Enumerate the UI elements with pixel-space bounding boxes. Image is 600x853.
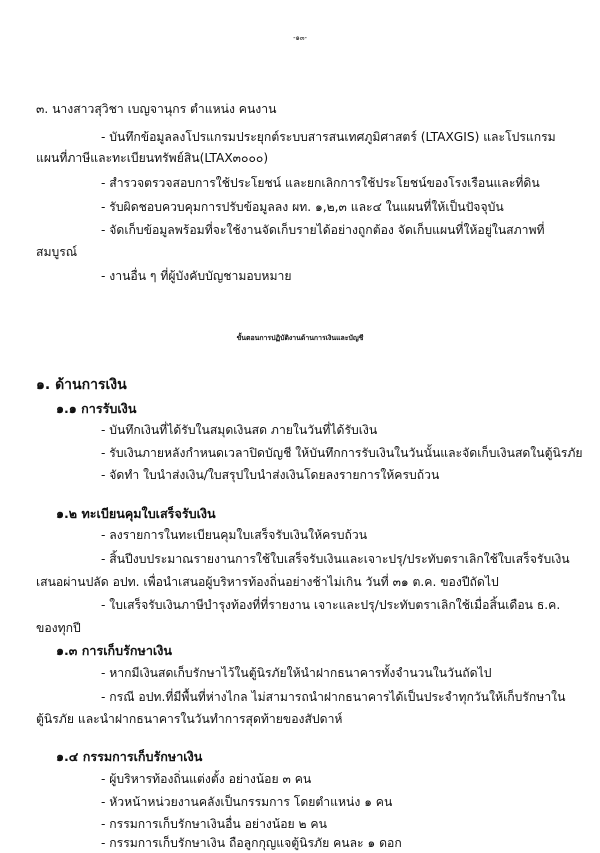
subsection-heading: ๑.๑ การรับเงิน xyxy=(56,401,137,416)
list-item: - ใบเสร็จรับเงินภาษีบำรุงท้องที่ที่รายงาน เจาะและปรุ/ประทับตราเลิกใช้เมื่อสิ้นเดือน ธ.ค. xyxy=(101,598,561,612)
page-number: -๑๓- xyxy=(293,34,307,42)
staff-duty: - สำรวจตรวจสอบการใช้ประโยชน์ และยกเลิกการใช้ประโยชน์ของโรงเรือนและที่ดิน xyxy=(101,176,540,190)
section-title: ขั้นตอนการปฏิบัติงานด้านการเงินและบัญชี xyxy=(236,334,364,342)
list-item: - หัวหน้าหน่วยงานคลังเป็นกรรมการ โดยตำแหน่ง ๑ คน xyxy=(101,795,393,809)
subsection-heading: ๑.๔ กรรมการเก็บรักษาเงิน xyxy=(56,749,203,764)
list-item: - สิ้นปีงบประมาณรายงานการใช้ใบเสร็จรับเงินและเจาะปรุ/ประทับตราเลิกใช้ใบเสร็จรับเงิน xyxy=(101,552,570,566)
staff-duty: - บันทึกข้อมูลลงโปรแกรมประยุกต์ระบบสารสนเทศภูมิศาสตร์ (LTAXGIS) และโปรแกรม xyxy=(101,130,556,144)
list-item-continuation: ตู้นิรภัย และนำฝากธนาคารในวันทำการสุดท้ายของสัปดาห์ xyxy=(36,712,343,726)
staff-duty: - รับผิดชอบควบคุมการปรับข้อมูลลง ผท. ๑,๒,๓ และ๔ ในแผนที่ให้เป็นปัจจุบัน xyxy=(101,200,504,214)
list-item: - หากมีเงินสดเก็บรักษาไว้ในตู้นิรภัยให้นำฝากธนาคารทั้งจำนวนในวันถัดไป xyxy=(101,666,492,680)
staff-duty: - งานอื่น ๆ ที่ผู้บังคับบัญชามอบหมาย xyxy=(101,269,292,283)
staff-duty: - จัดเก็บข้อมูลพร้อมที่จะใช้งานจัดเก็บรายได้อย่างถูกต้อง จัดเก็บแผนที่ให้อยู่ในสภาพที่ xyxy=(101,223,545,237)
list-item: - กรรมการเก็บรักษาเงินอื่น อย่างน้อย ๒ คน xyxy=(101,817,327,831)
staff-duty-continuation: แผนที่ภาษีและทะเบียนทรัพย์สิน(LTAX๓๐๐๐) xyxy=(36,151,269,165)
list-item-continuation: เสนอผ่านปลัด อปท. เพื่อนำเสนอผู้บริหารท้องถิ่นอย่างช้าไม่เกิน วันที่ ๓๑ ต.ค. ของปีถัดไป xyxy=(36,575,499,589)
subsection-heading: ๑.๒ ทะเบียนคุมใบเสร็จรับเงิน xyxy=(56,506,216,521)
staff-heading: ๓. นางสาวสุวิชา เบญจานุกร ตำแหน่ง คนงาน xyxy=(36,102,277,116)
list-item: - จัดทำ ใบนำส่งเงิน/ใบสรุปใบนำส่งเงินโดยลงรายการให้ครบถ้วน xyxy=(101,468,440,482)
list-item: - บันทึกเงินที่ได้รับในสมุดเงินสด ภายในวันที่ได้รับเงิน xyxy=(101,423,378,437)
list-item-continuation: ของทุกปี xyxy=(36,621,81,635)
list-item: - รับเงินภายหลังกำหนดเวลาปิดบัญชี ให้บันทึกการรับเงินในวันนั้นและจัดเก็บเงินสดในตู้นิรภัย xyxy=(101,446,583,460)
list-item: - กรรมการเก็บรักษาเงิน ถือลูกกุญแจตู้นิรภัย คนละ ๑ ดอก xyxy=(101,836,402,850)
subsection-heading: ๑.๓ การเก็บรักษาเงิน xyxy=(56,643,172,658)
staff-duty-continuation: สมบูรณ์ xyxy=(36,245,78,259)
list-item: - ลงรายการในทะเบียนคุมใบเสร็จรับเงินให้ครบถ้วน xyxy=(101,528,368,542)
section-heading: ๑. ด้านการเงิน xyxy=(36,377,127,393)
list-item: - กรณี อปท.ที่มีพื้นที่ห่างไกล ไม่สามารถนำฝากธนาคารได้เป็นประจำทุกวันให้เก็บรักษาใน xyxy=(101,690,566,704)
list-item: - ผู้บริหารท้องถิ่นแต่งตั้ง อย่างน้อย ๓ คน xyxy=(101,772,312,786)
